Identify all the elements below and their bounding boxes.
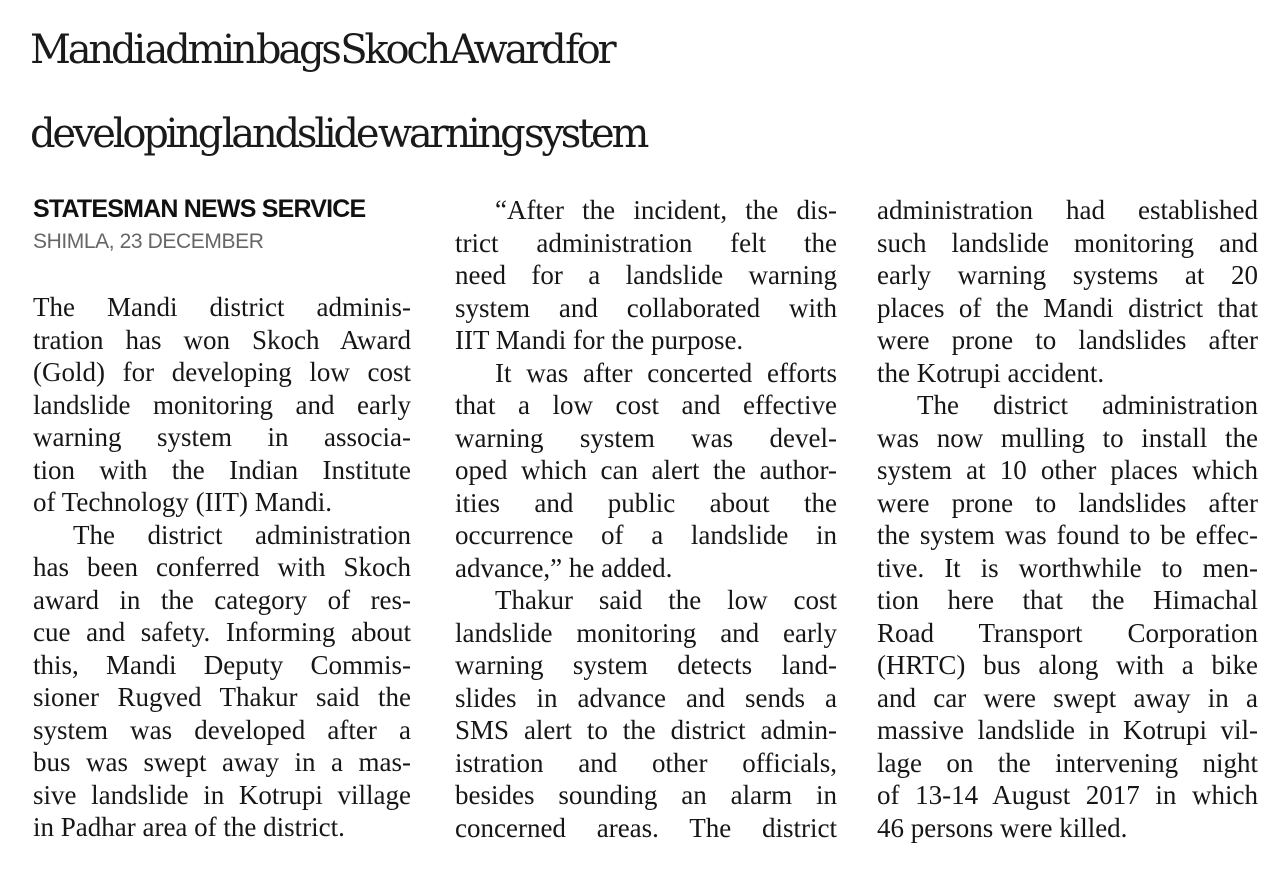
article-text-line: The Mandi district adminis- [33, 292, 411, 322]
article-text-line: of Technology (IIT) Mandi. [33, 487, 333, 517]
article-text-line: besides sounding an alarm in [455, 780, 837, 810]
article-text-line: occurrence of a landslide in [455, 520, 837, 550]
headline-line: developing landslide warning system [30, 111, 647, 157]
article-text-line: landslide monitoring and early [455, 617, 837, 648]
article-text-line: sive landslide in Kotrupi village [33, 779, 411, 810]
article-text-line: (Gold) for developing low cost [33, 357, 411, 387]
article-text-line: has been conferred with Skoch [33, 552, 411, 582]
article-text-line: early warning systems at 20 [877, 260, 1258, 290]
article-text-line: of 13-14 August 2017 in which [877, 780, 1258, 810]
article-text-line: tion with the Indian Institute [33, 454, 411, 485]
article-text-line: was now mulling to install the [877, 422, 1258, 453]
article-text-line: places of the Mandi district that [877, 292, 1258, 323]
article-text-line: this, Mandi Deputy Commis- [33, 649, 411, 680]
article-text-line: such landslide monitoring and [877, 227, 1258, 258]
article-text-line: system at 10 other places which [877, 455, 1258, 485]
article-text-line: Thakur said the low cost [495, 585, 837, 615]
article-text-line: were prone to landslides after [877, 487, 1258, 518]
article-text-line: need for a landslide warning [455, 260, 837, 290]
article-text-line: cue and safety. Informing about [33, 617, 411, 647]
dateline: SHIMLA, 23 DECEMBER [33, 230, 264, 253]
article-text-line: advance,” he added. [455, 552, 673, 583]
article-text-line: 46 persons were killed. [877, 812, 1128, 843]
article-column-3 [877, 194, 1258, 844]
article-text-line: (HRTC) bus along with a bike [877, 650, 1258, 680]
article-text-line: administration had established [877, 195, 1258, 225]
article-text-line: SMS alert to the district admin- [455, 715, 837, 745]
article-text-line: The district administration [917, 390, 1258, 420]
article-text-line: the Kotrupi accident. [877, 357, 1105, 388]
article-text-line: It was after concerted efforts [495, 357, 837, 388]
byline: STATESMAN NEWS SERVICE [33, 195, 366, 223]
article-text-line: oped which can alert the author- [455, 455, 837, 485]
article-text-line: landslide monitoring and early [33, 389, 411, 420]
article-text-line: Road Transport Corporation [877, 617, 1258, 648]
article-column-1 [33, 291, 411, 844]
article-text-line: the system was found to be effec- [877, 520, 1258, 550]
article-text-line: bus was swept away in a mas- [33, 747, 411, 777]
article-text-line: warning system in associa- [33, 422, 411, 452]
article-text-line: were prone to landslides after [877, 325, 1258, 355]
article-text-line: award in the category of res- [33, 584, 411, 615]
article-text-line: in Padhar area of the district. [33, 812, 345, 842]
article-text-line: sioner Rugved Thakur said the [33, 682, 411, 712]
article-text-line: system and collaborated with [455, 292, 837, 323]
article-text-line: massive landslide in Kotrupi vil- [877, 715, 1258, 745]
article-text-line: tration has won Skoch Award [33, 324, 411, 355]
article-text-line: concerned areas. The district [455, 812, 837, 843]
headline [30, 8, 1260, 176]
article-text-line: slides in advance and sends a [455, 682, 837, 713]
article-text-line: “After the incident, the dis- [495, 195, 837, 225]
article-text-line: trict administration felt the [455, 227, 837, 258]
article-text-line: The district administration [73, 519, 411, 550]
article-text-line: system was developed after a [33, 714, 411, 745]
article-text-line: and car were swept away in a [877, 682, 1258, 713]
article-text-line: tive. It is worthwhile to men- [877, 552, 1258, 583]
article-column-2 [455, 194, 837, 844]
article-text-line: istration and other officials, [455, 747, 837, 778]
article-text-line: warning system detects land- [455, 650, 837, 680]
article-text-line: tion here that the Himachal [877, 585, 1258, 615]
article-text-line: ities and public about the [455, 487, 837, 518]
article-text-line: warning system was devel- [455, 422, 837, 453]
article-text-line: that a low cost and effective [455, 390, 837, 420]
article-text-line: IIT Mandi for the purpose. [455, 325, 744, 355]
headline-line: Mandi admin bags Skoch Award for [30, 27, 614, 73]
article-text-line: lage on the intervening night [877, 747, 1258, 778]
